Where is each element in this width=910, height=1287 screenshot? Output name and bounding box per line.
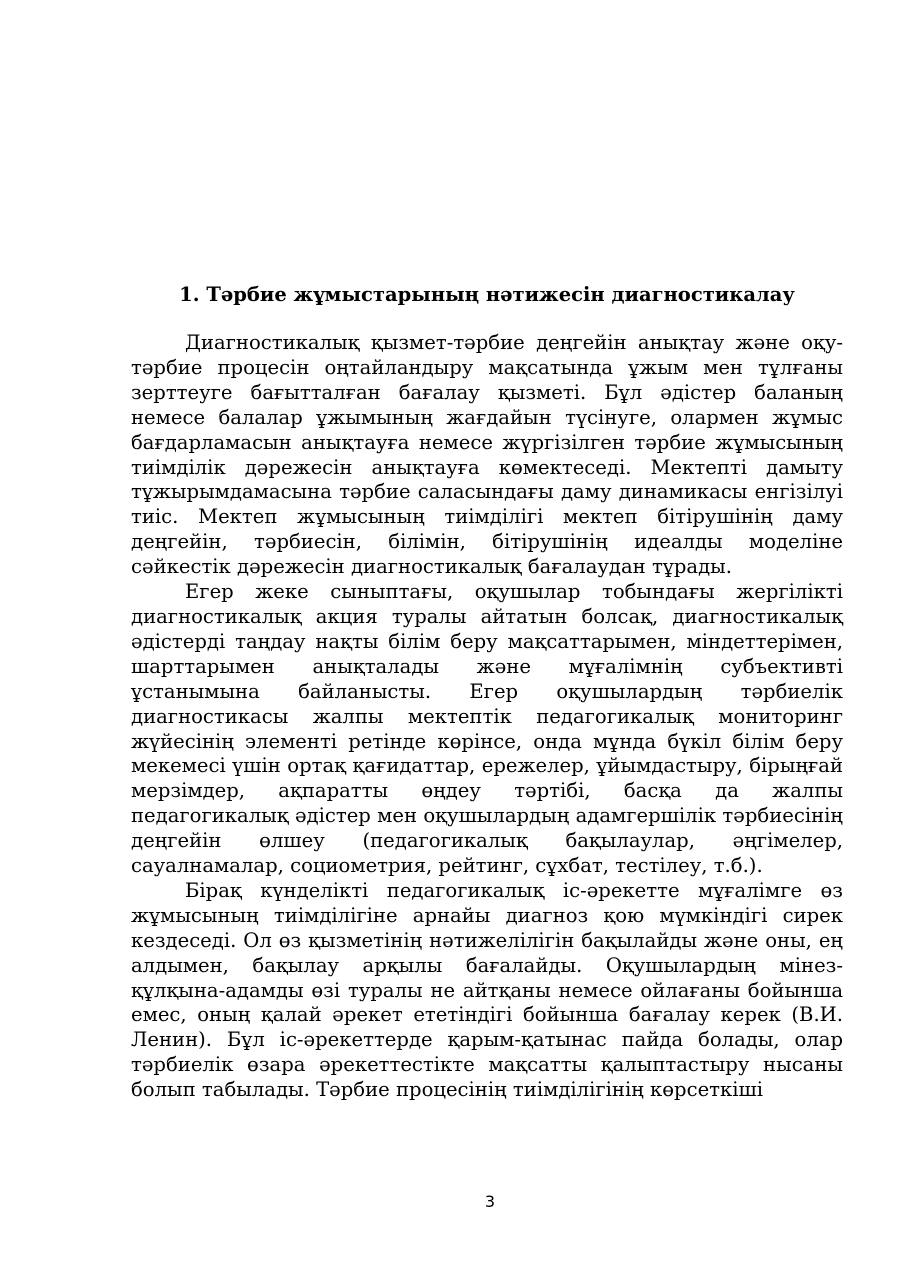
paragraph-2: Егер жеке сыныптағы, оқушылар тобындағы жергілікті диагностикалық акция туралы айтатын болсақ, диагностикалық әдістерді таңдау нақты білім беру мақсаттарымен, міндеттерімен, шарттарымен анықталады және мұғалімнің субъективті ұстанымына байланысты. Егер оқушылардың тәрбиелік диагностикасы жалпы мектептік педагогикалық мониторинг жүйесінің элементі ретінде көрінсе, онда мұнда бүкіл білім беру мекемесі үшін ортақ қағидаттар, ережелер, ұйымдастыру, бірыңғай мерзімдер, ақпаратты өңдеу тәртібі, басқа да жалпы педагогикалық әдістер мен оқушылардың адамгершілік тәрбиесінің деңгейін өлшеу (педагогикалық бақылаулар, әңгімелер, сауалнамалар, социометрия, рейтинг, сұхбат, тестілеу, т.б.). — [131, 580, 843, 878]
paragraph-3: Бірақ күнделікті педагогикалық іс-әрекетте мұғалімге өз жұмысының тиімділігіне арнайы диагноз қою мүмкіндігі сирек кездеседі. Ол өз қызметінің нәтижелілігін бақылайды және оны, ең алдымен, бақылау арқылы бағалайды. Оқушылардың мінез-құлқына-адамды өзі туралы не айтқаны немесе ойлағаны бойынша емес, оның қалай әрекет ететіндігі бойынша бағалау керек (В.И. Ленин). Бұл іс-әрекеттерде қарым-қатынас пайда болады, олар тәрбиелік өзара әрекеттестікте мақсатты қалыптастыру нысаны болып табылады. Тәрбие процесінің тиімділігінің көрсеткіші — [131, 878, 843, 1102]
section-heading: 1. Тәрбие жұмыстарының нәтижесін диагностикалау — [179, 283, 795, 306]
body-text — [131, 331, 843, 1103]
page-number: 3 — [484, 1192, 496, 1211]
paragraph-1: Диагностикалық қызмет-тәрбие деңгейін анықтау және оқу-тәрбие процесін оңтайландыру мақсатында ұжым мен тұлғаны зерттеуге бағытталған бағалау қызметі. Бұл әдістер баланың немесе балалар ұжымының жағдайын түсінуге, олармен жұмыс бағдарламасын анықтауға немесе жүргізілген тәрбие жұмысының тиімділік дәрежесін анықтауға көмектеседі. Мектепті дамыту тұжырымдамасына тәрбие саласындағы даму динамикасы енгізілуі тиіс. Мектеп жұмысының тиімділігі мектеп бітірушінің даму деңгейін, тәрбиесін, білімін, бітірушінің идеалды моделіне сәйкестік дәрежесін диагностикалық бағалаудан тұрады. — [131, 331, 843, 579]
